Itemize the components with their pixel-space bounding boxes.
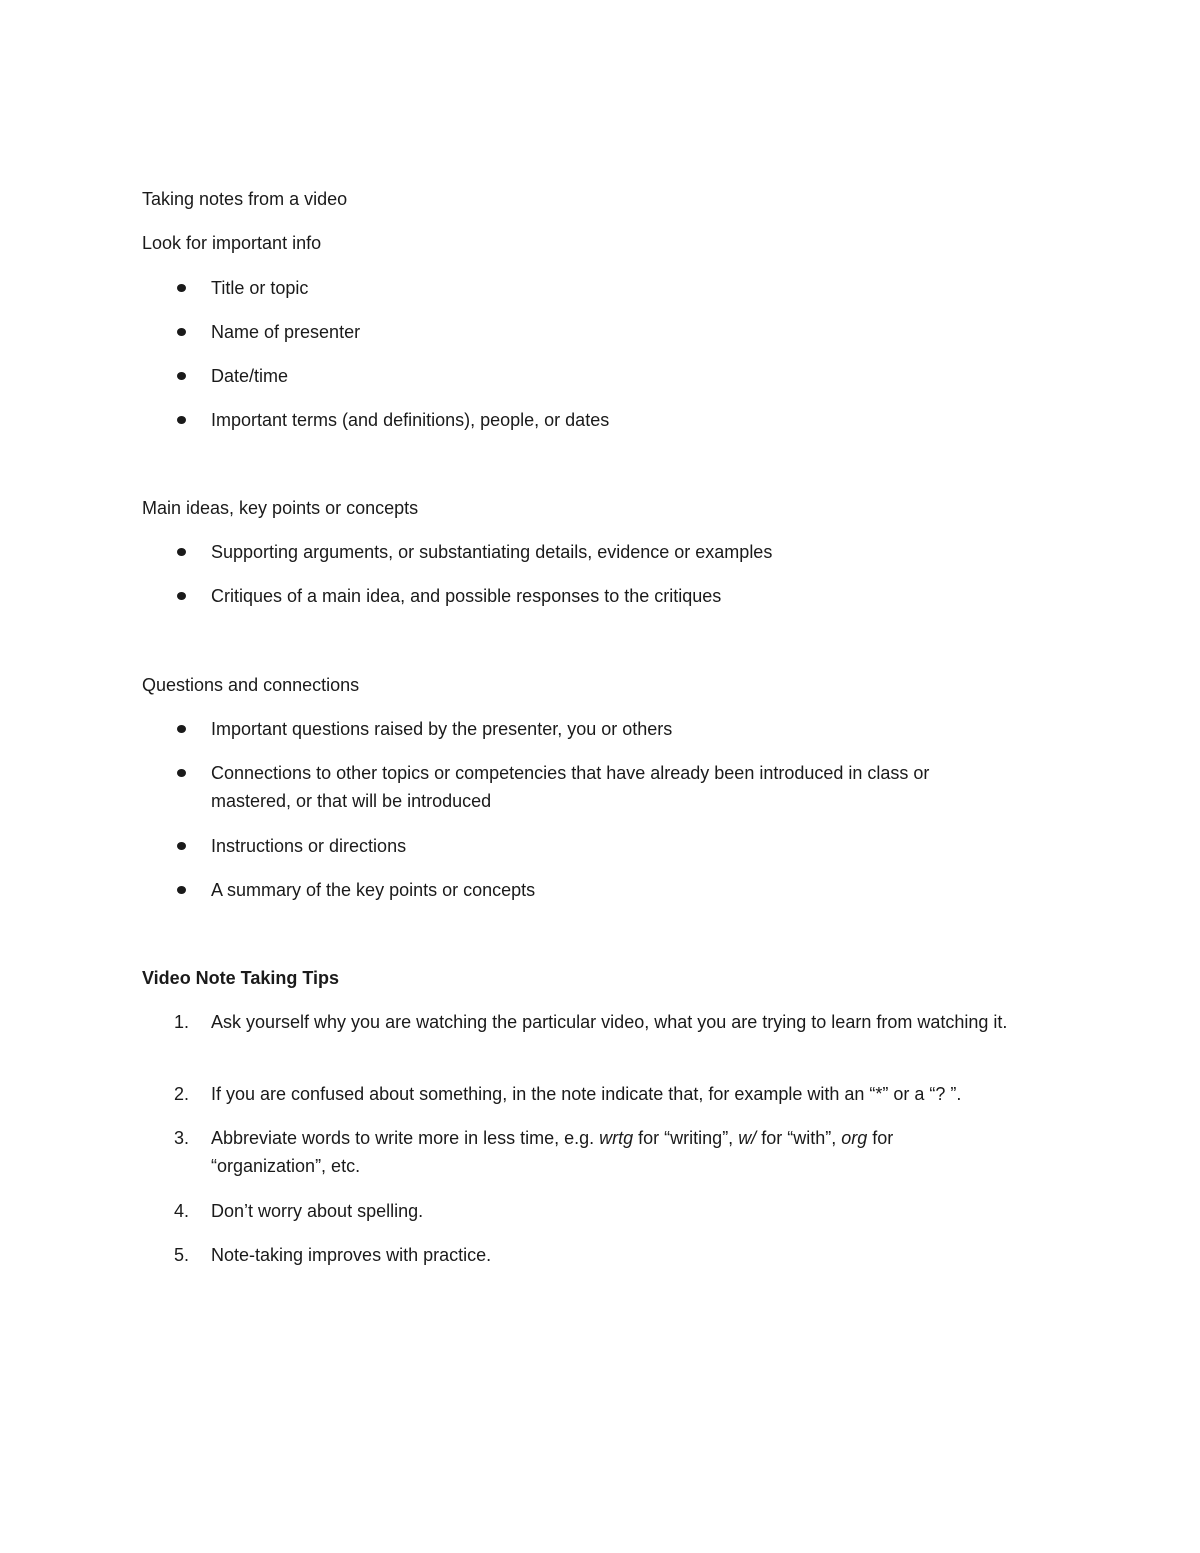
bullet-icon — [177, 416, 186, 424]
abbreviation-example: w/ — [738, 1128, 757, 1148]
section-heading-questions: Questions and connections — [142, 675, 360, 695]
numbered-item-text: Don’t worry about spelling. — [211, 1201, 424, 1221]
item-number: 1. — [174, 1012, 190, 1032]
list-item-text: A summary of the key points or concepts — [211, 880, 536, 900]
numbered-item-text: Ask yourself why you are watching the particular video, what you are trying to learn from watching it. — [211, 1012, 1008, 1032]
numbered-item-text: If you are confused about something, in the note indicate that, for example with an “*” or a “? ”. — [211, 1084, 962, 1104]
list-item-text: Critiques of a main idea, and possible responses to the critiques — [211, 586, 722, 606]
item-number: 4. — [174, 1201, 190, 1221]
list-item-text: Important questions raised by the presenter, you or others — [211, 719, 673, 739]
document-title: Taking notes from a video — [142, 189, 348, 209]
text-run: for “organization”, etc. — [211, 1128, 894, 1176]
abbreviation-example: org — [841, 1128, 868, 1148]
section-heading-important-info: Look for important info — [142, 233, 322, 253]
list-item-text: Connections to other topics or competencies that have already been introduced in class or mastered, or that will be introduced — [211, 763, 930, 811]
item-number: 2. — [174, 1084, 190, 1104]
list-item-text: Date/time — [211, 366, 289, 386]
bullet-icon — [177, 372, 186, 380]
bullet-icon — [177, 886, 186, 894]
numbered-item-text: Note-taking improves with practice. — [211, 1245, 492, 1265]
list-item-text: Important terms (and definitions), people, or dates — [211, 410, 610, 430]
text-run: Abbreviate words to write more in less time, e.g. — [211, 1128, 600, 1148]
tips-heading: Video Note Taking Tips — [142, 968, 340, 988]
bullet-icon — [177, 284, 186, 292]
list-item-text: Supporting arguments, or substantiating details, evidence or examples — [211, 542, 773, 562]
bullet-icon — [177, 842, 186, 850]
item-number: 5. — [174, 1245, 190, 1265]
bullet-icon — [177, 725, 186, 733]
abbreviation-example: wrtg — [599, 1128, 634, 1148]
list-item-text: Instructions or directions — [211, 836, 407, 856]
bullet-icon — [177, 328, 186, 336]
text-run: for “writing”, — [633, 1128, 739, 1148]
section-heading-main-ideas: Main ideas, key points or concepts — [142, 498, 419, 518]
numbered-item-text — [211, 1124, 1011, 1180]
item-number: 3. — [174, 1128, 190, 1148]
list-item-text: Name of presenter — [211, 322, 361, 342]
bullet-icon — [177, 592, 186, 600]
list-item-text: Title or topic — [211, 278, 309, 298]
text-run: for “with”, — [756, 1128, 842, 1148]
bullet-icon — [177, 548, 186, 556]
bullet-icon — [177, 769, 186, 777]
